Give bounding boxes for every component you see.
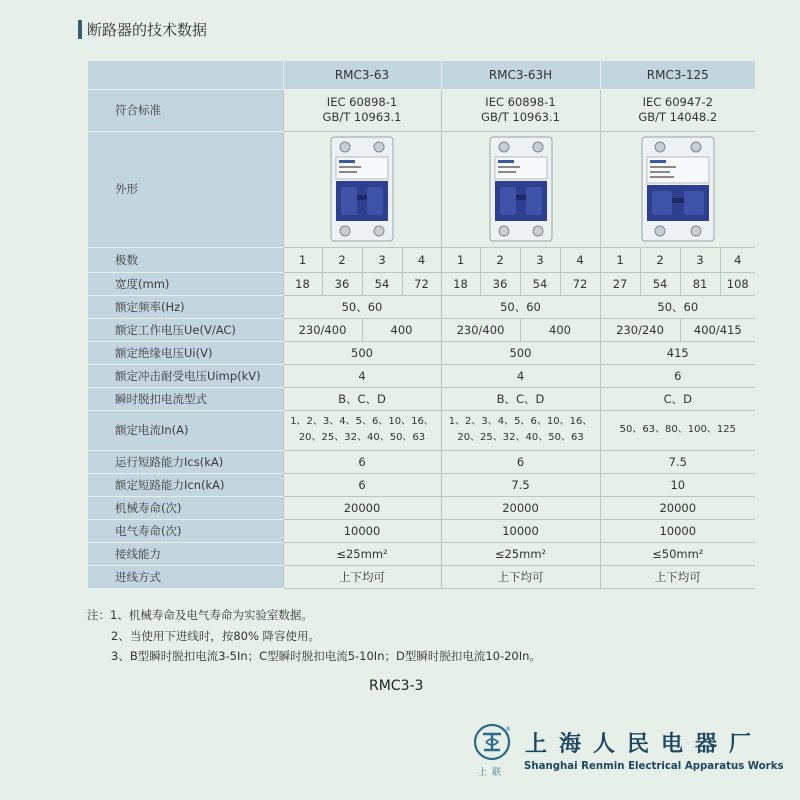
row-label: 极数 bbox=[88, 247, 283, 272]
section-title-text: 断路器的技术数据 bbox=[87, 20, 208, 39]
company-name-en: Shanghai Renmin Electrical Apparatus Works bbox=[524, 761, 784, 772]
model-header: RMC3-125 bbox=[600, 61, 755, 89]
row-label: 额定冲击耐受电压Uimp(kV) bbox=[88, 364, 283, 387]
row-label: 额定电流In(A) bbox=[88, 410, 283, 450]
model-header: RMC3-63H bbox=[441, 61, 600, 89]
row-label: 符合标准 bbox=[88, 89, 283, 131]
row-label: 运行短路能力Ics(kA) bbox=[88, 450, 283, 473]
row-label: 机械寿命(次) bbox=[88, 496, 283, 519]
row-label: 接线能力 bbox=[88, 542, 283, 565]
model-header: RMC3-63 bbox=[283, 61, 441, 89]
row-label: 瞬时脱扣电流型式 bbox=[88, 387, 283, 410]
section-title bbox=[78, 18, 207, 40]
svg-text:®: ® bbox=[505, 726, 511, 733]
row-width: 宽度(mm) 18 36 54 72 18 36 54 72 27 54 81 108 bbox=[88, 272, 755, 295]
row-poles: 极数 1 2 3 4 1 2 3 4 1 2 3 4 bbox=[88, 247, 755, 272]
breaker-2p-image bbox=[327, 135, 397, 243]
breaker-2p-image bbox=[486, 135, 556, 243]
row-standard bbox=[88, 89, 755, 131]
breaker-2p-image bbox=[638, 135, 718, 243]
row-wiring: 接线能力 ≤25mm² ≤25mm² ≤50mm² bbox=[88, 542, 755, 565]
footnote: 2、当使用下进线时，按80% 降容使用。 bbox=[111, 628, 321, 643]
footnote: 注：1、机械寿命及电气寿命为实验室数据。 bbox=[87, 608, 313, 622]
spec-table bbox=[88, 61, 755, 589]
row-voltage: 额定工作电压Ue(V/AC) 230/400 400 230/400 400 230/240 400/415 bbox=[88, 318, 755, 341]
row-ics: 运行短路能力Ics(kA) 6 6 7.5 bbox=[88, 450, 755, 473]
title-marker bbox=[78, 20, 82, 39]
row-label: 宽度(mm) bbox=[88, 272, 283, 295]
row-inlet: 进线方式 上下均可 上下均可 上下均可 bbox=[88, 565, 755, 588]
footnotes bbox=[87, 605, 541, 667]
header-corner bbox=[88, 61, 283, 89]
row-label: 额定频率(Hz) bbox=[88, 295, 283, 318]
row-label: 电气寿命(次) bbox=[88, 519, 283, 542]
logo-emblem-icon bbox=[472, 722, 512, 764]
row-label: 外形 bbox=[88, 131, 283, 247]
standard-cell: IEC 60898-1 GB/T 10963.1 bbox=[283, 89, 441, 131]
row-label: 进线方式 bbox=[88, 565, 283, 588]
row-impulse: 额定冲击耐受电压Uimp(kV) 4 4 6 bbox=[88, 364, 755, 387]
breaker-image-rmc3-63 bbox=[283, 131, 441, 247]
row-label: 额定工作电压Ue(V/AC) bbox=[88, 318, 283, 341]
breaker-image-rmc3-125 bbox=[600, 131, 755, 247]
company-name-cn: 上海人民电器厂 bbox=[525, 732, 764, 757]
footnote: 3、B型瞬时脱扣电流3-5In；C型瞬时脱扣电流5-10In；D型瞬时脱扣电流10-20In。 bbox=[111, 649, 541, 663]
standard-cell: IEC 60898-1 GB/T 10963.1 bbox=[441, 89, 600, 131]
row-trip-type: 瞬时脱扣电流型式 B、C、D B、C、D C、D bbox=[88, 387, 755, 410]
row-mech-life: 机械寿命(次) 20000 20000 20000 bbox=[88, 496, 755, 519]
row-frequency: 额定频率(Hz) 50、60 50、60 50、60 bbox=[88, 295, 755, 318]
row-label: 额定短路能力Icn(kA) bbox=[88, 473, 283, 496]
row-current: 额定电流In(A) 1、2、3、4、5、6、10、16、 20、25、32、40、50、63 1、2、3、4、5、6、10、16、 20、25、32、40、50、63 50、63、80、100、125 bbox=[88, 410, 755, 450]
logo-caption: 上联 bbox=[478, 768, 507, 778]
row-label: 额定绝缘电压Ui(V) bbox=[88, 341, 283, 364]
header-row bbox=[88, 61, 755, 89]
row-appearance bbox=[88, 131, 755, 247]
breaker-image-rmc3-63h bbox=[441, 131, 600, 247]
row-icn: 额定短路能力Icn(kA) 6 7.5 10 bbox=[88, 473, 755, 496]
row-insulation: 额定绝缘电压Ui(V) 500 500 415 bbox=[88, 341, 755, 364]
model-caption: RMC3-3 bbox=[369, 678, 424, 694]
standard-cell: IEC 60947-2 GB/T 14048.2 bbox=[600, 89, 755, 131]
row-elec-life: 电气寿命(次) 10000 10000 10000 bbox=[88, 519, 755, 542]
